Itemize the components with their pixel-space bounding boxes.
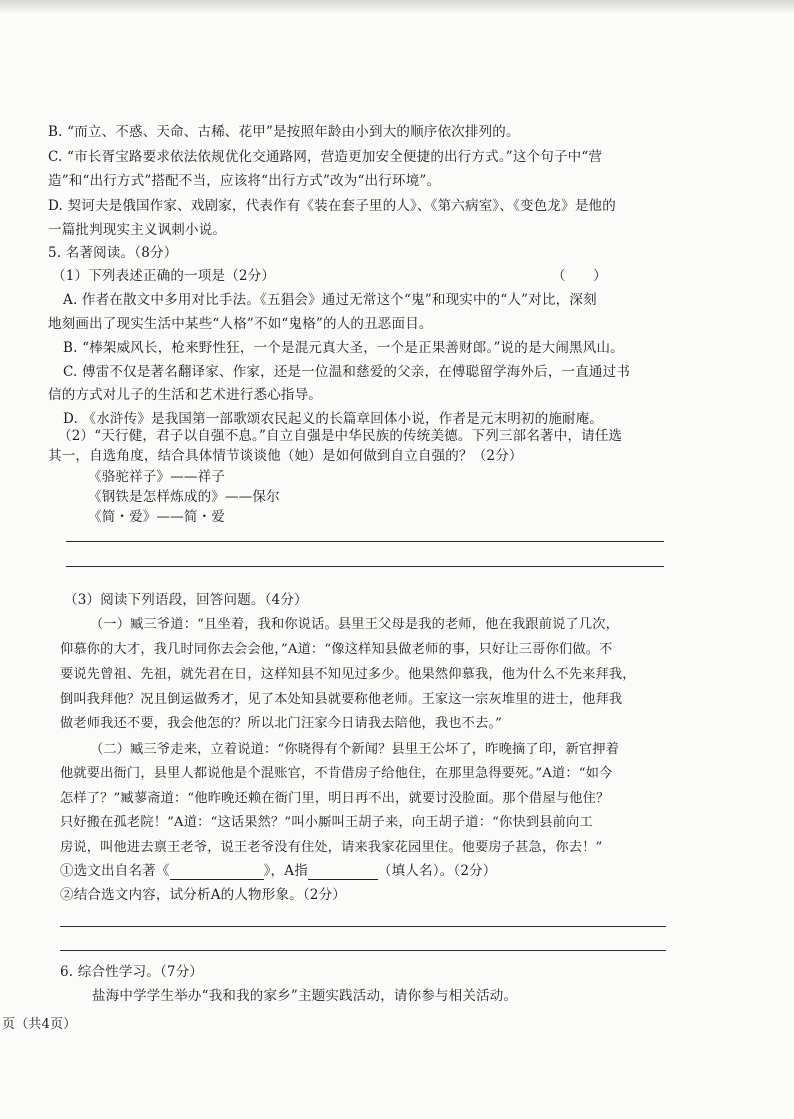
question-5-3-1 [60,862,497,880]
question-5-2-prompt-cont: 其一，自选角度，结合具体情节谈谈他（她）是如何做到自立自强的？（2分） [48,448,523,464]
q5-option-b: B. “棒架威风长，枪来野性狂，一个是混元真大圣，一个是正果善财郎。”说的是大闹黑风山。 [63,340,624,356]
passage-2-line: （二）臧三爷走来，立着说道：“你晓得有个新闻？县里王公坏了，昨晚摘了印，新官押着 [90,742,620,757]
passage-1-line: （一）臧三爷道：“且坐着，我和你说话。县里王父母是我的老师，他在我跟前说了几次， [90,617,620,632]
option-c-text: C. “市长胥宝路要求依法依规优化交通路网，营造更加安全便捷的出行方式。”这个句子中“营 [48,149,603,165]
q-part-1: ①选文出自名著《 [60,863,170,879]
answer-line[interactable] [60,950,666,951]
passage-1-line: 仰慕你的大才，我几时同你去会会他，”A道：“像这样知县做老师的事，只好让三哥你们做。不 [60,642,613,657]
page-footer: 页（共4页） [2,1017,77,1032]
option-d-text-cont: 一篇批判现实主义讽刺小说。 [48,222,227,238]
question-6-heading: 6. 综合性学习。（7分） [60,964,204,980]
q5-option-a: A. 作者在散文中多用对比手法。《五猖会》通过无常这个“鬼”和现实中的“人”对比，深刻 [63,292,597,308]
answer-line[interactable] [66,566,664,567]
question-5-3-2: ②结合选文内容，试分析A的人物形象。（2分） [60,887,346,903]
scan-top-edge [0,0,794,14]
option-d-text: D. 契诃夫是俄国作家、戏剧家，代表作有《装在套子里的人》、《第六病室》、《变色龙》是他的 [48,198,616,214]
answer-line[interactable] [60,926,666,927]
book-option-2: 《钢铁是怎样炼成的》——保尔 [88,489,280,505]
q5-option-a-cont: 地刻画出了现实生活中某些“人格”不如“鬼格”的人的丑恶面目。 [48,316,433,332]
person-name-blank[interactable] [308,866,378,880]
q5-option-d: D. 《水浒传》是我国第一部歌颂农民起义的长篇章回体小说，作者是元末明初的施耐庵。 [63,411,604,427]
q5-option-c-cont: 信的方式对儿子的生活和艺术进行悉心指导。 [48,387,322,403]
passage-2-line: 房说，叫他进去禀王老爷，说王老爷没有住处，请来我家花园里住。他要房子甚急，你去！” [60,840,603,855]
q5-option-c: C. 傅雷不仅是著名翻译家、作家，还是一位温和慈爱的父亲，在傅聪留学海外后，一直通过书 [63,364,631,380]
question-6-intro: 盐海中学学生举办“我和我的家乡”主题实践活动，请你参与相关活动。 [92,988,518,1004]
book-option-3: 《简・爱》——简・爱 [88,509,225,525]
passage-1-line: 做老师我还不要，我会他怎的？所以北门汪家今日请我去陪他，我也不去。” [60,716,503,731]
option-b-text: B. “而立、不惑、天命、古稀、花甲”是按照年龄由小到大的顺序依次排列的。 [48,124,520,140]
answer-bracket[interactable]: （ ） [552,268,607,284]
question-5-1-prompt: （1）下列表述正确的一项是（2分） [52,268,276,284]
question-5-3-prompt: （3）阅读下列语段，回答问题。（4分） [64,592,308,608]
passage-1-line: 要说先曾祖、先祖，就先君在日，这样知县不知见过多少。他果然仰慕我，他为什么不先来拜我， [60,667,636,682]
q-part-2: 》，A指 [263,863,308,879]
q-part-3: （填人名）。（2分） [377,863,497,879]
passage-2-line: 他就要出衙门，县里人都说他是个混账官，不肯借房子给他住，在那里急得要死。”A道：“如今 [60,766,613,781]
question-5-heading: 5. 名著阅读。（8分） [48,245,178,261]
answer-line[interactable] [66,541,664,542]
question-5-2-prompt: （2）“天行健，君子以自强不息。”自立自强是中华民族的传统美德。下列三部名著中，请任选 [58,428,623,444]
option-c-text-cont: 造”和“出行方式”搭配不当，应该将“出行方式”改为“出行环境”。 [48,173,441,189]
book-title-blank[interactable] [170,866,264,880]
book-option-1: 《骆驼祥子》——祥子 [88,469,225,485]
passage-2-line: 怎样了？”臧蓼斋道：“他昨晚还赖在衙门里，明日再不出，就要讨没脸面。那个借屋与他住？ [60,791,610,806]
passage-1-line: 倒叫我拜他？况且倒运做秀才，见了本处知县就要称他老师。王家这一宗灰堆里的进士，他拜我 [60,692,623,707]
passage-2-line: 只好搬在孤老院！”A道：“这话果然？”叫小厮叫王胡子来，向王胡子道：“你快到县前向工 [60,815,593,830]
